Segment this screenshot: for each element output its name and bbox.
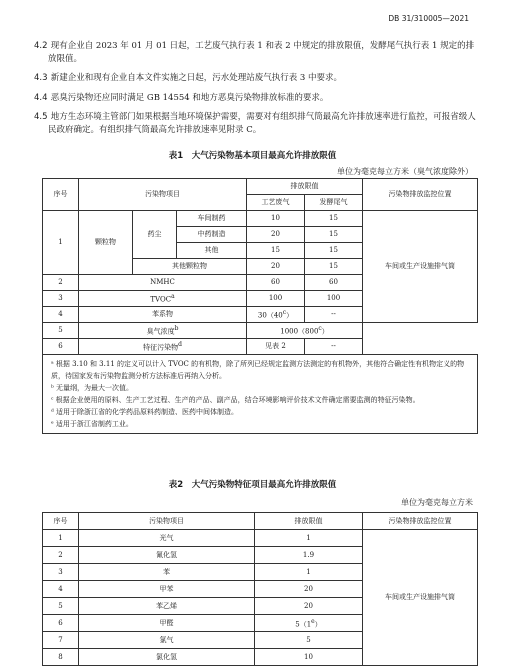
table1-unit: 单位为毫克每立方米（臭气浓度除外） [337,167,473,176]
table-row: 其他颗粒物 20 15 [43,259,478,275]
table-note: ᵉ 适用于浙江省制药工业。 [51,420,133,428]
clause-4-3: 4.3 新建企业和现有企业自本文件实施之日起，污水处理站废气执行表 3 中要求。 [34,73,343,83]
t1-header-no: 序号 [43,179,79,211]
t2-header-no: 序号 [43,513,79,530]
t1-header-ferment: 发酵尾气 [305,195,363,211]
table-row: 4 苯系物 30（40$^c$） -- [43,307,478,323]
table-row: 5 臭气浓度$^b$ 1000（800$^c$） [43,323,478,339]
clause-4-5: 4.5 地方生态环境主管部门如果根据当地环境保护需要，需要对有组织排气筒最高允许排放速率进行监控，可报省级人民政府确定。有组织排气筒最高允许排放速率见附录 C。 [34,112,476,135]
table-row: 6 特征污染物$^d$ 见表 2 -- [43,339,478,355]
t2-monitor-location: 车间或生产设施排气筒 [363,530,478,666]
t1-header-monitor: 污染物排放监控位置 [363,179,478,211]
table-row: 其他 15 15 [43,243,478,259]
table-row: 2 NMHC 60 60 [43,275,478,291]
t1-header-limit: 排放限值 [247,179,363,195]
t1-header-process: 工艺废气 [247,195,305,211]
table2-caption: 表2 大气污染物特征项目最高允许排放限值 [168,480,337,490]
table-row: 5 苯乙烯 20 [43,598,478,615]
table-note: ᵇ 无量纲，为最大一次值。 [51,384,134,392]
t1-pm-label: 颗粒物 [79,211,133,275]
t1-header-item: 污染物项目 [79,179,247,211]
table2-unit: 单位为毫克每立方米 [401,498,473,507]
clause-4-2: 4.2 现有企业自 2023 年 01 月 01 日起，工艺废气执行表 1 和表 2 中规定的排放限值，发酵尾气执行表 1 规定的排放限值。 [34,41,475,64]
t2-header-item: 污染物项目 [79,513,255,530]
clause-4-4: 4.4 恶臭污染物还应同时满足 GB 14554 和地方恶臭污染物排放标准的要求。 [34,93,329,103]
table-row [43,513,478,530]
table-row: 1 光气 1 车间或生产设施排气筒 [43,530,478,547]
table-row: 3 苯 1 [43,564,478,581]
t2-header-limit: 排放限值 [255,513,363,530]
table-row: 8 氯化氢 10 [43,649,478,666]
table-row: 2 氰化氢 1.9 [43,547,478,564]
table2 [42,512,478,666]
table-note: ᶜ 根据企业使用的原料、生产工艺过程、生产的产品、副产品，结合环境影响评价技术文件确定需要监测的特征污染物。 [51,396,420,404]
t1-monitor-location: 车间或生产设施排气筒 [363,211,478,323]
document-code: DB 31/310005—2021 [388,14,469,23]
table-row: 1 颗粒物 药尘 车间制药 10 15 车间或生产设施排气筒 [43,211,478,227]
table-note: ᵈ 适用于除浙江省的化学药品原料药制造、医药中间体制造。 [51,408,239,416]
table1 [42,178,478,434]
table-row: 中药制造 20 15 [43,227,478,243]
t2-header-monitor: 污染物排放监控位置 [363,513,478,530]
table-row: 4 甲苯 20 [43,581,478,598]
t1-dust-label: 药尘 [133,211,177,259]
table1-notes [43,355,478,434]
table1-caption: 表1 大气污染物基本项目最高允许排放限值 [168,151,337,161]
table-note: ᵃ 根据 3.10 和 3.11 的定义可以计入 TVOC 的有机物，除了所列已经规定监测方法测定的有机物外，其他符合确定性有机物定义的物质，待国家发布污染物监测分析方法标准后再纳入分析。 [51,360,465,380]
table-row: 6 甲醛 5（1e） [43,615,478,632]
table-row: 7 氯气 5 [43,632,478,649]
table-row: 3 TVOC$^a$ 100 100 [43,291,478,307]
